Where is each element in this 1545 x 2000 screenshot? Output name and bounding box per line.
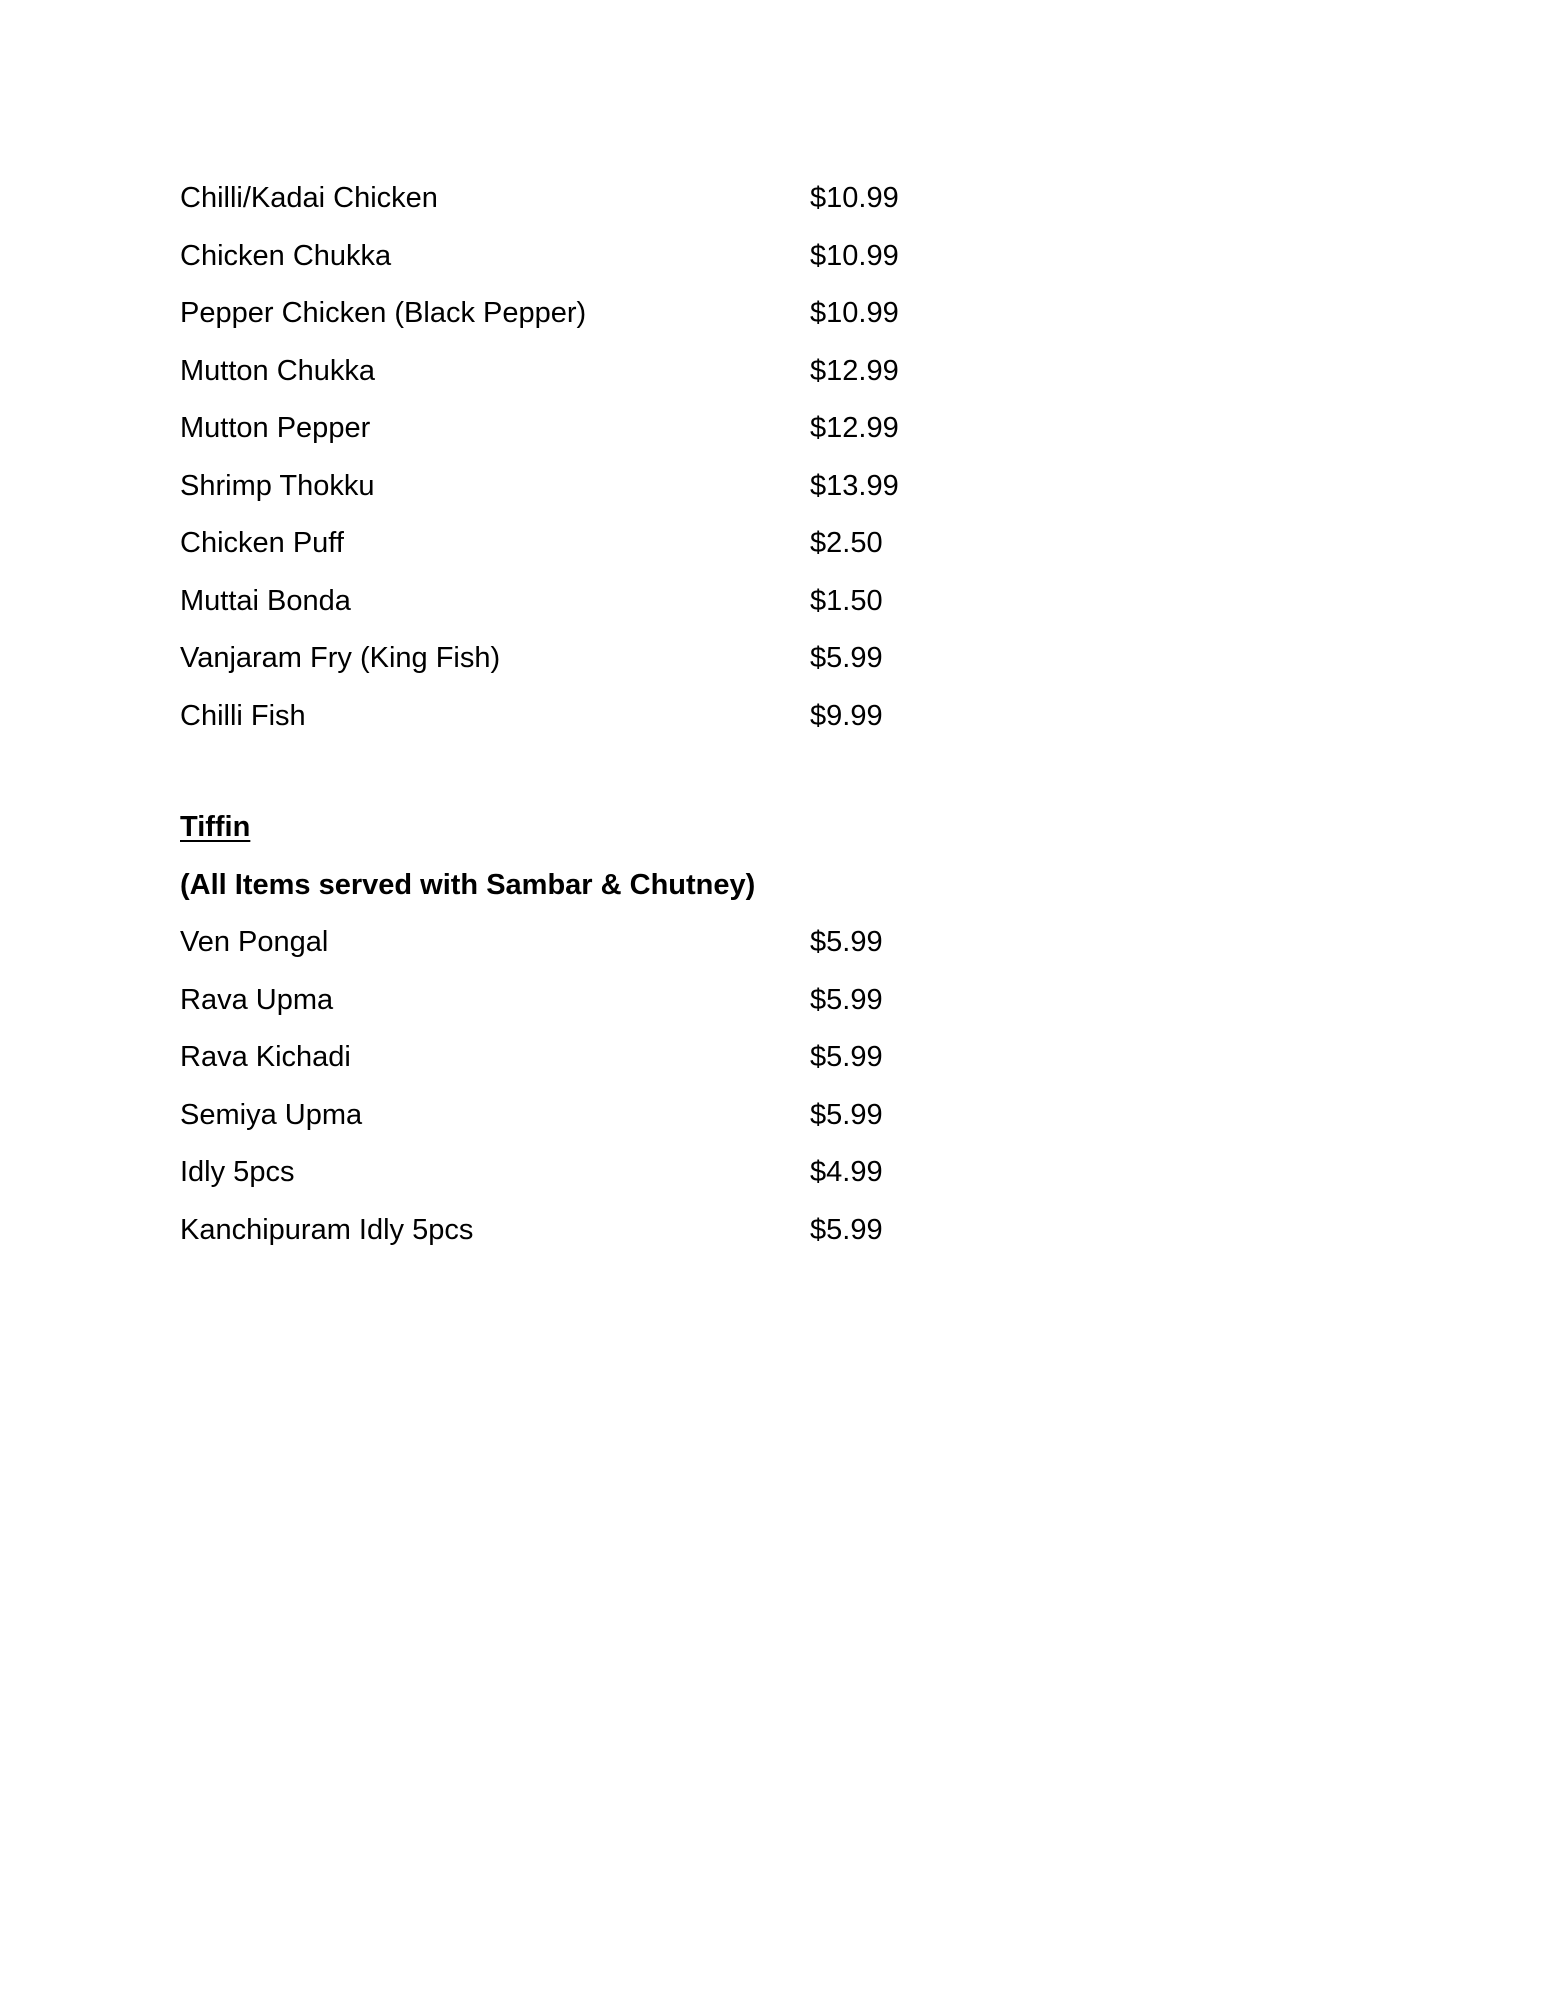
menu-item-price: $10.99	[810, 297, 899, 329]
menu-item-name: Idly 5pcs	[180, 1156, 295, 1188]
menu-item-price: $5.99	[810, 1098, 883, 1131]
menu-item-name: Vanjaram Fry (King Fish)	[180, 642, 501, 674]
menu-item-price: $5.99	[810, 926, 883, 958]
menu-item-name: Mutton Pepper	[180, 412, 371, 444]
menu-item-row	[180, 1036, 940, 1094]
menu-item-name: Muttai Bonda	[180, 584, 351, 617]
menu-item-row	[180, 292, 940, 350]
menu-item-row	[180, 465, 940, 523]
menu-item-name: Kanchipuram Idly 5pcs	[180, 1213, 474, 1246]
menu-item-name: Rava Upma	[180, 983, 334, 1016]
menu-item-row	[180, 695, 940, 753]
menu-item-name: Semiya Upma	[180, 1098, 363, 1131]
menu-item-row	[180, 350, 940, 408]
menu-item-row	[180, 235, 940, 293]
menu-item-row	[180, 1209, 940, 1267]
menu-item-price: $12.99	[810, 412, 899, 444]
menu-item-name: Chicken Puff	[180, 527, 344, 559]
menu-list-top	[180, 177, 940, 752]
tiffin-section	[180, 806, 940, 1266]
menu-item-price: $13.99	[810, 469, 899, 502]
menu-item-price: $10.99	[810, 239, 899, 272]
menu-item-name: Ven Pongal	[180, 926, 329, 958]
menu-item-row	[180, 979, 940, 1037]
menu-item-row	[180, 921, 940, 979]
menu-item-name: Chilli/Kadai Chicken	[180, 182, 438, 214]
menu-item-name: Chilli Fish	[180, 699, 306, 732]
menu-item-name: Pepper Chicken (Black Pepper)	[180, 297, 587, 329]
menu-item-price: $1.50	[810, 584, 883, 617]
menu-item-name: Mutton Chukka	[180, 354, 376, 387]
menu-item-price: $9.99	[810, 699, 883, 732]
menu-item-price: $2.50	[810, 527, 883, 559]
menu-item-price: $4.99	[810, 1156, 883, 1188]
menu-item-price: $12.99	[810, 354, 899, 387]
menu-item-row	[180, 1151, 940, 1209]
menu-item-row	[180, 407, 940, 465]
menu-item-name: Rava Kichadi	[180, 1041, 351, 1073]
menu-item-price: $5.99	[810, 642, 883, 674]
menu-item-price: $5.99	[810, 1213, 883, 1246]
menu-item-price: $5.99	[810, 1041, 883, 1073]
menu-item-row	[180, 637, 940, 695]
menu-item-row	[180, 177, 940, 235]
menu-item-row	[180, 1094, 940, 1152]
menu-item-price: $10.99	[810, 182, 899, 214]
section-note: (All Items served with Sambar & Chutney)	[180, 868, 756, 901]
menu-item-name: Chicken Chukka	[180, 239, 392, 272]
section-title: Tiffin	[180, 811, 251, 843]
menu-item-name: Shrimp Thokku	[180, 469, 375, 502]
menu-item-price: $5.99	[810, 983, 883, 1016]
menu-item-row	[180, 580, 940, 638]
menu-item-row	[180, 522, 940, 580]
